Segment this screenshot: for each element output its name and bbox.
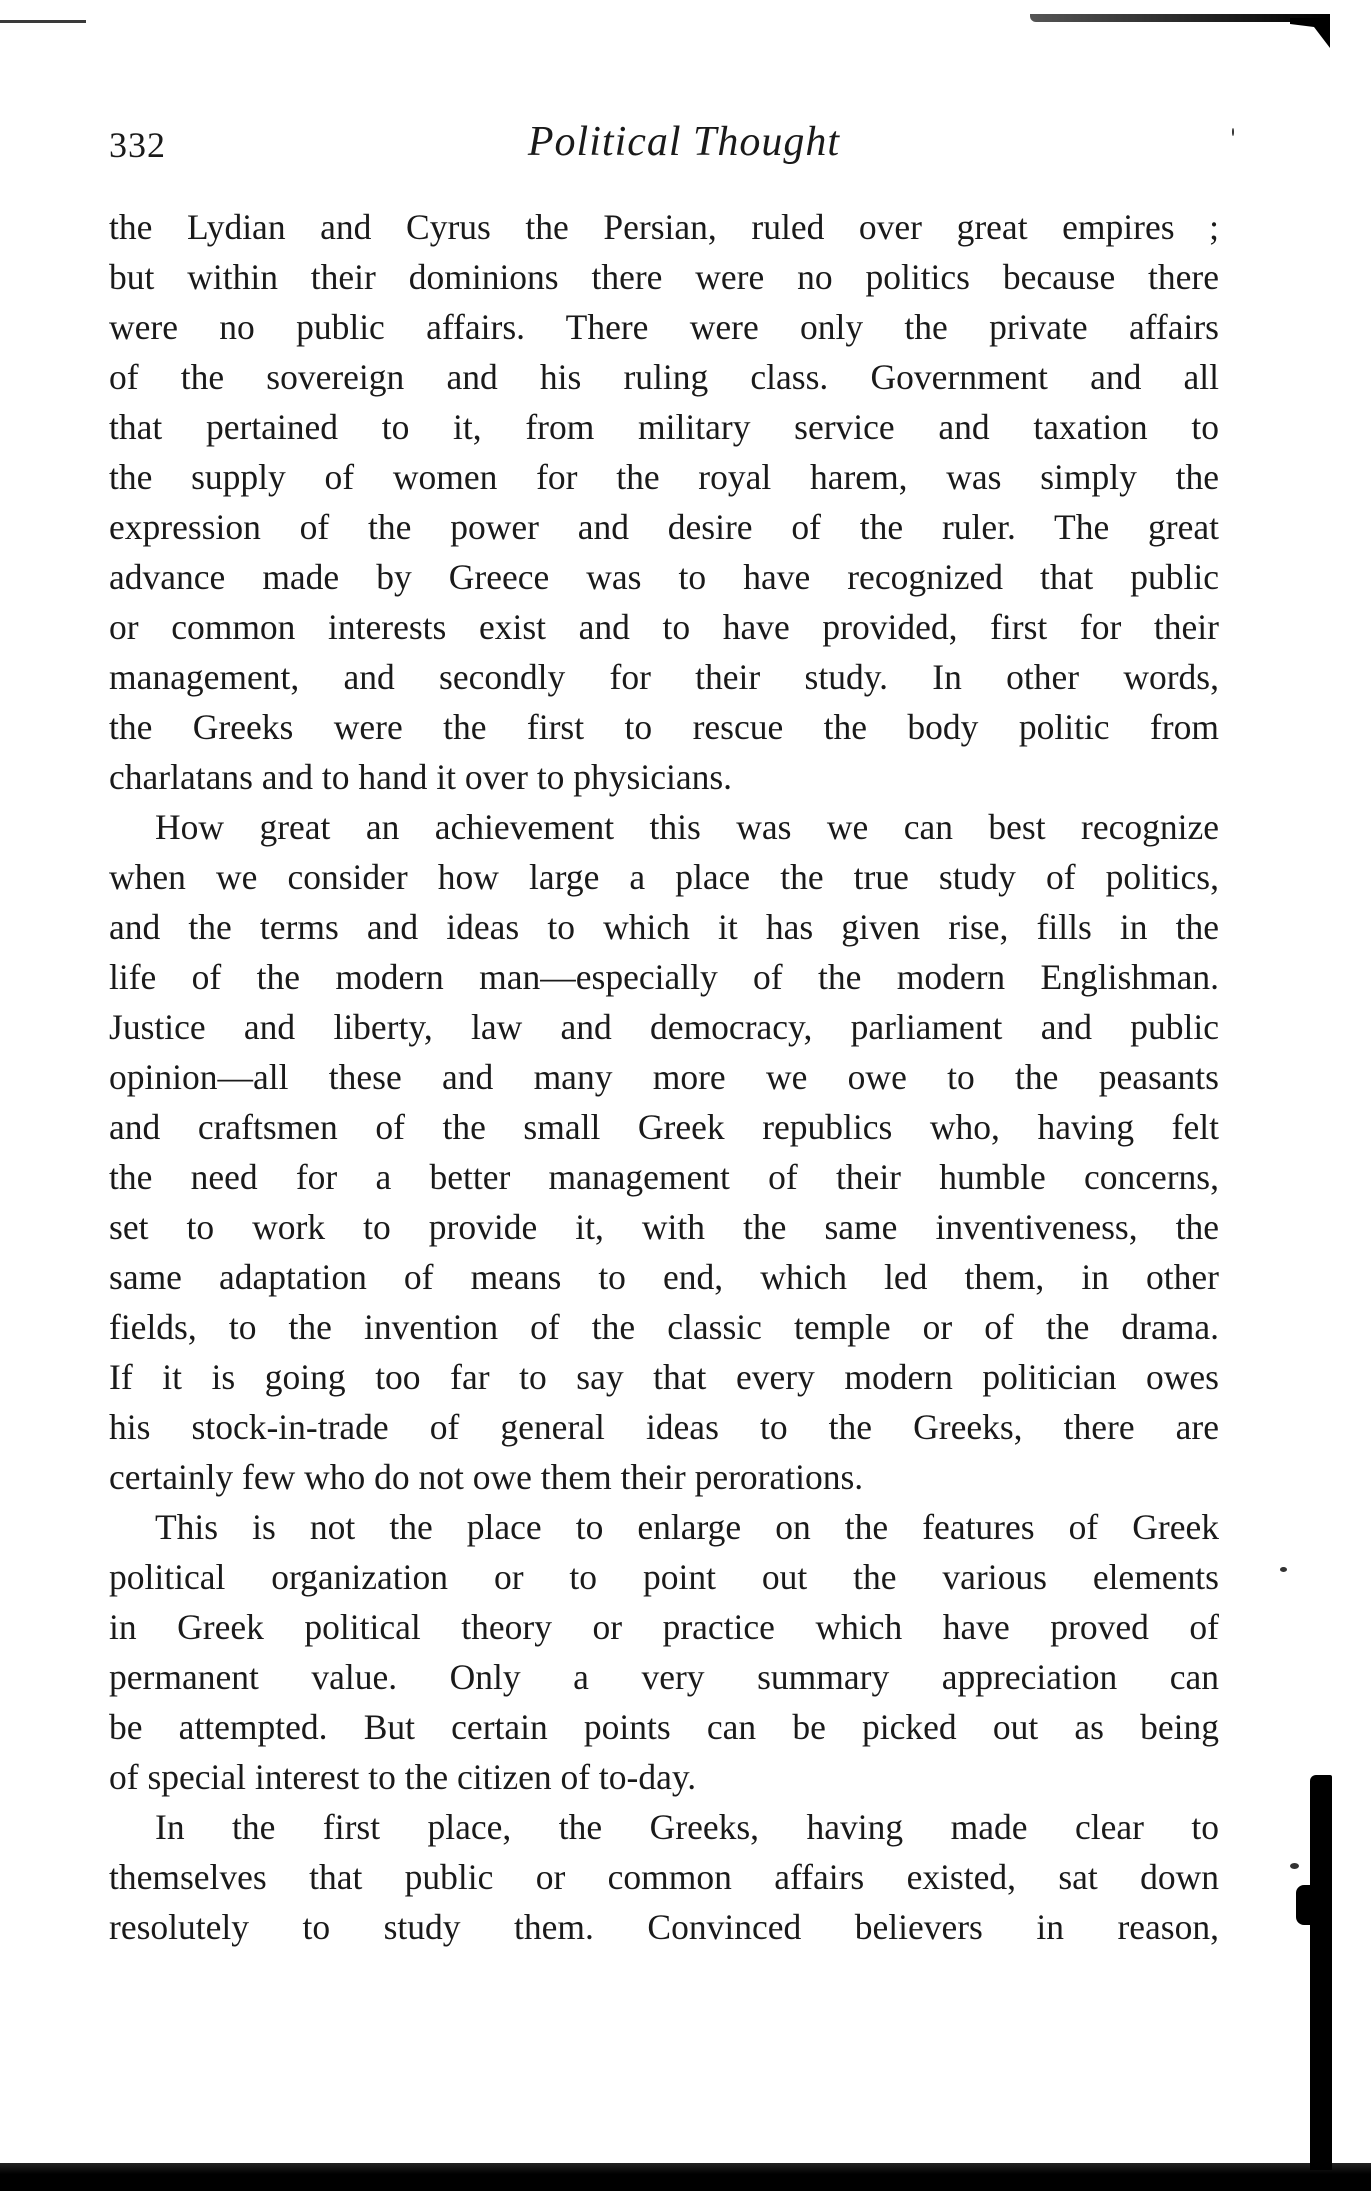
text-line: fields, to the invention of the classic temple or of the drama. <box>109 1307 1219 1347</box>
text-line: How great an achievement this was we can best recognize <box>155 807 1219 847</box>
text-line: his stock-in-trade of general ideas to the Greeks, there are <box>109 1407 1219 1447</box>
text-line: and craftsmen of the small Greek republics who, having felt <box>109 1107 1219 1147</box>
scan-right-edge <box>1310 1775 1332 2170</box>
text-line: opinion—all these and many more we owe to the peasants <box>109 1057 1219 1097</box>
text-line: of the sovereign and his ruling class. Government and all <box>109 357 1219 397</box>
text-line: same adaptation of means to end, which led them, in other <box>109 1257 1219 1297</box>
paragraph <box>109 1802 1219 1952</box>
text-line: or common interests exist and to have provided, first for their <box>109 607 1219 647</box>
paragraph <box>109 1502 1219 1802</box>
text-line: certainly few who do not owe them their perorations. <box>109 1457 864 1497</box>
text-line: life of the modern man—especially of the modern Englishman. <box>109 957 1219 997</box>
scan-bottom-edge <box>0 2163 1371 2191</box>
text-line: Justice and liberty, law and democracy, parliament and public <box>109 1007 1219 1047</box>
scan-speck <box>1290 1863 1299 1869</box>
text-line: management, and secondly for their study. In other words, <box>109 657 1219 697</box>
running-title: Political Thought <box>527 119 841 165</box>
text-line: the Lydian and Cyrus the Persian, ruled over great empires ; <box>109 207 1219 247</box>
text-line: in Greek political theory or practice which have proved of <box>109 1607 1219 1647</box>
page-number: 332 <box>109 125 166 165</box>
scan-speck <box>1280 1567 1287 1572</box>
paragraph <box>109 802 1219 1502</box>
text-line: This is not the place to enlarge on the features of Greek <box>155 1507 1219 1547</box>
text-line: resolutely to study them. Convinced believers in reason, <box>109 1907 1219 1947</box>
text-line: be attempted. But certain points can be picked out as being <box>109 1707 1219 1747</box>
body-text <box>109 202 1219 1952</box>
text-line: expression of the power and desire of the ruler. The great <box>109 507 1219 547</box>
scan-edge-mark <box>1030 14 1330 22</box>
text-line: charlatans and to hand it over to physicians. <box>109 757 733 797</box>
text-line: If it is going too far to say that every modern politician owes <box>109 1357 1219 1397</box>
text-line: but within their dominions there were no politics because there <box>109 257 1219 297</box>
text-line: were no public affairs. There were only the private affairs <box>109 307 1219 347</box>
paragraph <box>109 202 1219 802</box>
text-line: set to work to provide it, with the same inventiveness, the <box>109 1207 1219 1247</box>
text-line: political organization or to point out the various elements <box>109 1557 1219 1597</box>
page-header <box>109 118 1219 178</box>
text-line: of special interest to the citizen of to-day. <box>109 1757 697 1797</box>
text-line: In the first place, the Greeks, having made clear to <box>155 1807 1219 1847</box>
scan-speck <box>1232 128 1234 136</box>
text-line: themselves that public or common affairs existed, sat down <box>109 1857 1219 1897</box>
text-line: the Greeks were the first to rescue the body politic from <box>109 707 1219 747</box>
text-line: the need for a better management of their humble concerns, <box>109 1157 1219 1197</box>
scan-edge-mark <box>0 20 86 23</box>
text-line: and the terms and ideas to which it has given rise, fills in the <box>109 907 1219 947</box>
text-line: when we consider how large a place the true study of politics, <box>109 857 1219 897</box>
text-line: advance made by Greece was to have recognized that public <box>109 557 1219 597</box>
text-line: that pertained to it, from military service and taxation to <box>109 407 1219 447</box>
text-line: permanent value. Only a very summary appreciation can <box>109 1657 1219 1697</box>
text-line: the supply of women for the royal harem, was simply the <box>109 457 1219 497</box>
